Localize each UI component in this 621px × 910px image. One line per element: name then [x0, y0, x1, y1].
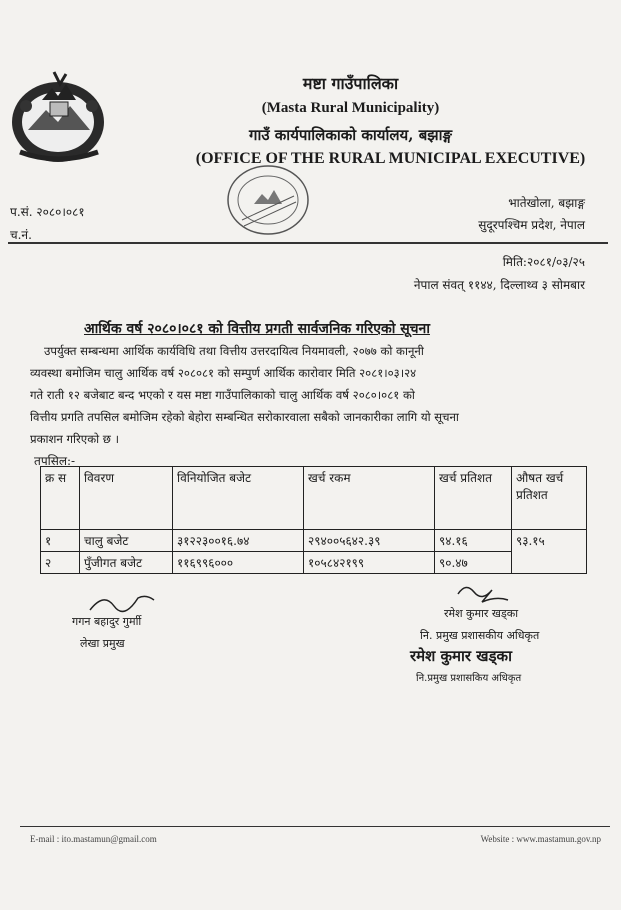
notice-body-line: व्यवस्था बमोजिम चालु आर्थिक वर्ष २०८०८१ को सम्पुर्ण आर्थिक कारोवार मिति २०८१।०३।२४	[30, 366, 417, 380]
municipality-name-np: मष्टा गाउँपालिका	[302, 74, 399, 93]
financial-progress-table	[40, 466, 587, 574]
office-seal-icon	[222, 160, 314, 242]
header-divider	[8, 242, 608, 244]
col-header-expense-percent: खर्च प्रतिशत	[435, 467, 512, 530]
left-signature-icon	[86, 590, 158, 616]
cao-stamp-name: रमेश कुमार खड्का	[410, 647, 512, 665]
cell-average-percent: ९३.१५	[512, 530, 587, 574]
cao-title: नि. प्रमुख प्रशासकीय अधिकृत	[420, 629, 540, 642]
cell-expense-percent: ९०.४७	[435, 552, 512, 574]
col-header-average-percent: औषत खर्च प्रतिशत	[512, 467, 587, 530]
col-header-description: विवरण	[80, 467, 173, 530]
table-row	[41, 530, 587, 552]
col-header-sn: क्र स	[41, 467, 80, 530]
notice-body-line: प्रकाशन गरिएको छ ।	[30, 432, 119, 446]
footer-website: Website : www.mastamun.gov.np	[480, 834, 601, 844]
office-name-np: गाउँ कार्यपालिकाको कार्यालय, बझाङ्ग	[249, 126, 452, 144]
cell-expense-percent: ९४.१६	[435, 530, 512, 552]
cao-name: रमेश कुमार खड्का	[444, 607, 519, 620]
footer-email: E-mail : ito.mastamun@gmail.com	[30, 834, 157, 844]
address-line-1: भातेखोला, बझाङ्ग	[508, 196, 585, 210]
reference-number: प.सं. २०८०।०८१	[10, 205, 85, 219]
notice-date: मिति:२०८१/०३/२५	[502, 255, 585, 269]
office-name-en: (OFFICE OF THE RURAL MUNICIPAL EXECUTIVE)	[195, 150, 586, 167]
table-row	[41, 552, 587, 574]
cell-allocated-budget: ३१२२३००१६.७४	[173, 530, 304, 552]
right-signature-icon	[452, 580, 512, 606]
notice-body	[30, 340, 590, 450]
cell-expense-amount: १०५८४२१९९	[304, 552, 435, 574]
notice-body-line: गते राती १२ बजेबाट बन्द भएको र यस मष्टा गाउँपालिकाको चालु आर्थिक वर्ष २०८०।०८१ को	[30, 388, 415, 402]
notice-body-line: वित्तीय प्रगति तपसिल बमोजिम रहेको बेहोरा सम्बन्धित सरोकारवाला सबैको जानकारीका लागि यो सूचना	[30, 410, 459, 424]
tapsil-label: तपसिल:-	[34, 454, 76, 468]
table-header-row	[41, 467, 587, 530]
cao-stamp-title: नि.प्रमुख प्रशासकिय अधिकृत	[416, 673, 522, 684]
notice-title: आर्थिक वर्ष २०८०।०८१ को वित्तीय प्रगती सार्वजनिक गरिएको सूचना	[84, 321, 430, 337]
cell-description: पुँजीगत बजेट	[80, 552, 173, 574]
notice-body-line: उपर्युक्त सम्बन्धमा आर्थिक कार्यविधि तथा वित्तीय उत्तरदायित्व नियमावली, २०७७ को कानूनी	[44, 344, 424, 358]
nepal-sambat-date: नेपाल संवत् ११४४, दिल्लाथ्व ३ सोमबार	[413, 278, 585, 292]
col-header-expense-amount: खर्च रकम	[304, 467, 435, 530]
dispatch-number: च.नं.	[10, 228, 32, 242]
accountant-title: लेखा प्रमुख	[80, 637, 125, 650]
cell-description: चालु बजेट	[80, 530, 173, 552]
cell-expense-amount: २९४००५६४२.३९	[304, 530, 435, 552]
municipality-name-en: (Masta Rural Municipality)	[261, 100, 440, 116]
accountant-name: गगन बहादुर गुर्माी	[72, 615, 142, 628]
cell-allocated-budget: ११६९९६०००	[173, 552, 304, 574]
cell-sn: १	[41, 530, 80, 552]
col-header-allocated-budget: विनियोजित बजेट	[173, 467, 304, 530]
cell-sn: २	[41, 552, 80, 574]
footer-divider	[20, 826, 610, 827]
address-line-2: सुदूरपश्चिम प्रदेश, नेपाल	[478, 218, 585, 232]
